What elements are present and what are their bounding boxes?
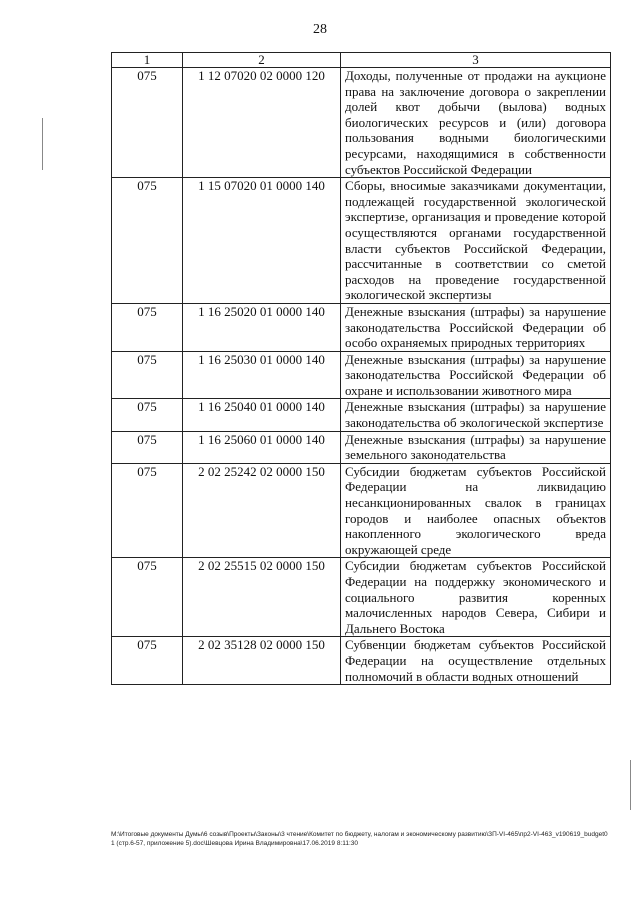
budget-code: 1 16 25040 01 0000 140 [183,399,341,431]
code-description: Субсидии бюджетам субъектов Российской Федерации на поддержку экономического и социального развития коренных малочисленных народов Севера, Сибири и Дальнего Востока [341,558,611,637]
table-row [112,399,611,431]
table-row [112,431,611,463]
header-col-3: 3 [341,53,611,68]
document-path-footer: M:\Итоговые документы Думы\6 созыв\Проекты\Законы\3 чтение\Комитет по бюджету, налогам и экономическому развитию\ЗП-VI-465\пр2-VI-463_v190619_budget01 (стр.6-57, приложение 5).doc\Шевцова Ирина Владимировна\17.06.2019 8:11:30 [111,831,608,847]
budget-code: 2 02 25515 02 0000 150 [183,558,341,637]
code-description: Субвенции бюджетам субъектов Российской Федерации на осуществление отдельных полномочий в области водных отношений [341,637,611,685]
table-row [112,463,611,558]
admin-code: 075 [112,399,183,431]
admin-code: 075 [112,637,183,685]
budget-code: 1 15 07020 01 0000 140 [183,178,341,304]
code-description: Денежные взыскания (штрафы) за нарушение законодательства Российской Федерации об особо охраняемых природных территориях [341,303,611,351]
header-col-1: 1 [112,53,183,68]
code-description: Сборы, вносимые заказчиками документации, подлежащей государственной экологической экспертизе, организация и проведение которой осуществляются органами государственной власти субъектов Российской Федерации, рассчитанные в соответствии со сметой расходов на проведение государственной экологической экспертизы [341,178,611,304]
budget-code: 1 16 25020 01 0000 140 [183,303,341,351]
code-description: Денежные взыскания (штрафы) за нарушение земельного законодательства [341,431,611,463]
budget-code: 1 16 25030 01 0000 140 [183,351,341,399]
right-margin-mark [630,760,631,810]
table-row [112,303,611,351]
code-description: Денежные взыскания (штрафы) за нарушение законодательства об экологической экспертизе [341,399,611,431]
table-row [112,68,611,178]
code-description: Денежные взыскания (штрафы) за нарушение законодательства Российской Федерации об охране и использовании животного мира [341,351,611,399]
budget-code: 1 16 25060 01 0000 140 [183,431,341,463]
admin-code: 075 [112,178,183,304]
code-description: Доходы, полученные от продажи на аукционе права на заключение договора о закреплении долей квот добычи (вылова) водных биологических ресурсов и (или) договора пользования водными биологическими ресурсами, находящимися в собственности субъектов Российской Федерации [341,68,611,178]
left-margin-mark [42,118,43,170]
budget-code: 2 02 35128 02 0000 150 [183,637,341,685]
budget-code: 1 12 07020 02 0000 120 [183,68,341,178]
admin-code: 075 [112,351,183,399]
table-row [112,637,611,685]
admin-code: 075 [112,558,183,637]
header-row [112,53,611,68]
admin-code: 075 [112,68,183,178]
table-row [112,558,611,637]
admin-code: 075 [112,463,183,558]
header-col-2: 2 [183,53,341,68]
admin-code: 075 [112,303,183,351]
code-description: Субсидии бюджетам субъектов Российской Федерации на ликвидацию несанкционированных свалок в границах городов и наиболее опасных объектов накопленного экологического вреда окружающей среде [341,463,611,558]
page-number: 28 [313,22,327,37]
admin-code: 075 [112,431,183,463]
revenue-codes-table [111,52,611,685]
table-row [112,178,611,304]
budget-code: 2 02 25242 02 0000 150 [183,463,341,558]
table-row [112,351,611,399]
